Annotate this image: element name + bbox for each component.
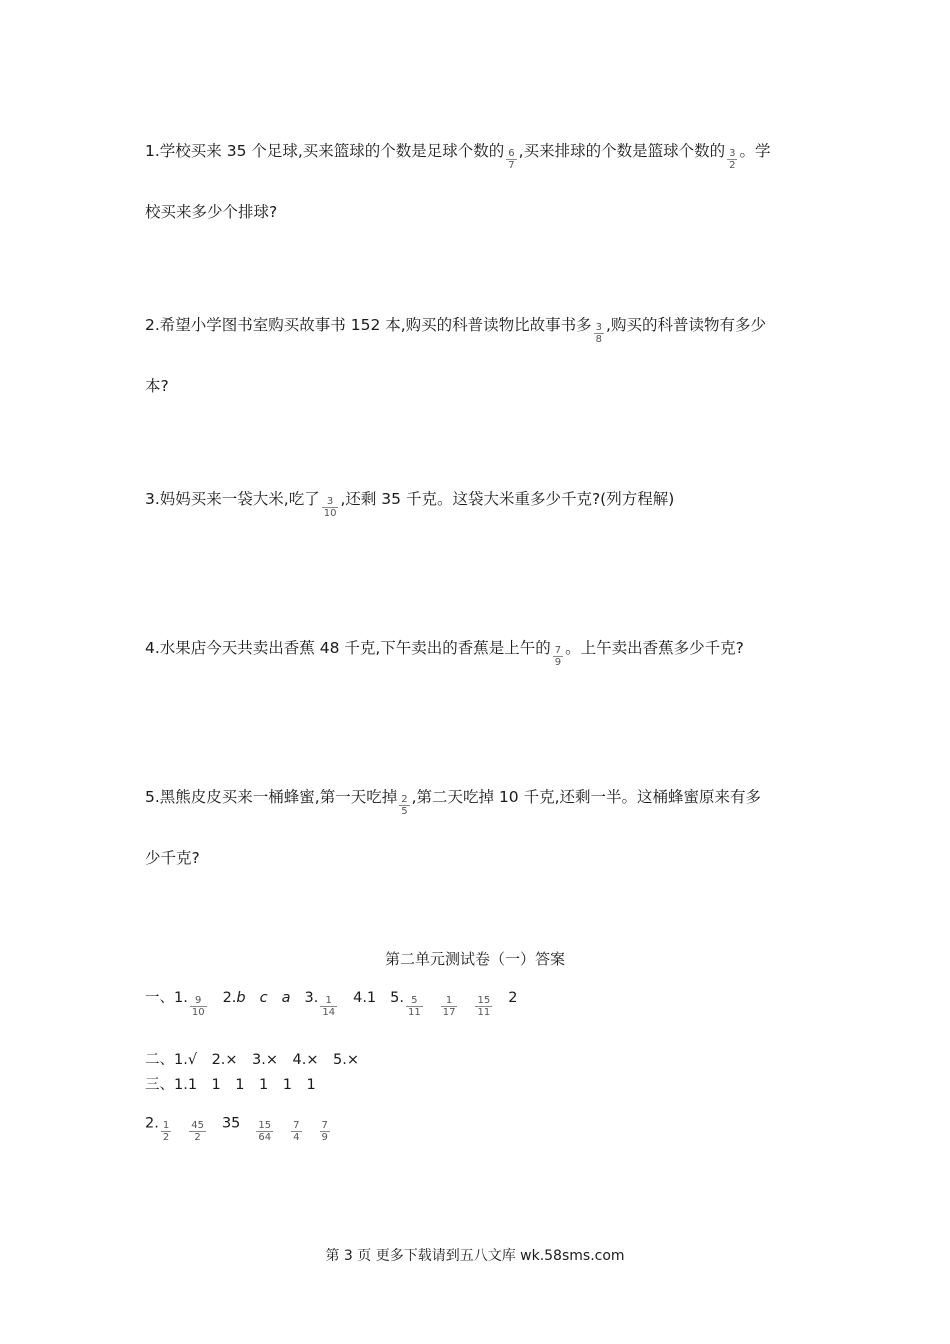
fraction: $\frac{3}{10}$ xyxy=(323,496,337,519)
question-1-text-a: 1.学校买来 35 个足球,买来篮球的个数是足球个数的 xyxy=(145,142,505,160)
answers-title: 第二单元测试卷（一）答案 xyxy=(384,950,565,968)
question-3-line-1 xyxy=(145,488,675,519)
fraction: $\frac{1}{2}$ xyxy=(162,1120,170,1143)
fraction: $\frac{7}{9}$ xyxy=(554,645,562,668)
question-2-text-a: 2.希望小学图书室购买故事书 152 本,购买的科普读物比故事书多 xyxy=(145,316,592,334)
answers-row-4-prefix: 2. xyxy=(145,1115,159,1132)
question-1-line-2: 校买来多少个排球? xyxy=(145,203,278,221)
fraction: $\frac{45}{2}$ xyxy=(191,1120,204,1143)
question-5-text-a: 5.黑熊皮皮买来一桶蜂蜜,第一天吃掉 xyxy=(145,788,398,806)
question-2-line-2: 本? xyxy=(145,377,169,395)
answers-row-4-mid: 35 xyxy=(221,1115,241,1132)
fraction: $\frac{15}{64}$ xyxy=(258,1120,272,1143)
fraction: $\frac{5}{11}$ xyxy=(408,994,421,1018)
answer-4: 4.1 xyxy=(353,990,377,1006)
answers-row-3: 三、1.1 1 1 1 1 1 xyxy=(145,1077,316,1093)
answer-2-prefix: 2. xyxy=(222,990,237,1006)
fraction: $\frac{7}{4}$ xyxy=(293,1120,300,1143)
fraction: $\frac{3}{2}$ xyxy=(729,148,736,171)
question-3-text-b: ,还剩 35 千克。这袋大米重多少千克?(列方程解) xyxy=(340,490,675,508)
answer-3-prefix: 3. xyxy=(304,990,319,1006)
question-4-line-1 xyxy=(145,637,744,668)
question-4-text-b: 。上午卖出香蕉多少千克? xyxy=(565,639,744,657)
question-2-text-b: ,购买的科普读物有多少 xyxy=(606,316,766,334)
answers-row-2: 二、1.√ 2.× 3.× 4.× 5.× xyxy=(145,1052,360,1068)
question-1-text-b: ,买来排球的个数是篮球个数的 xyxy=(518,142,726,160)
answer-2-c: c xyxy=(259,990,268,1006)
answers-row-4 xyxy=(145,1112,332,1143)
answer-2-a: a xyxy=(281,990,291,1006)
fraction: $\frac{6}{7}$ xyxy=(508,148,515,171)
fraction: $\frac{15}{11}$ xyxy=(477,994,491,1018)
question-2-line-1 xyxy=(145,314,766,345)
fraction: $\frac{1}{14}$ xyxy=(322,994,336,1018)
fraction: $\frac{3}{8}$ xyxy=(595,322,603,345)
question-4-text-a: 4.水果店今天共卖出香蕉 48 千克,下午卖出的香蕉是上午的 xyxy=(145,639,551,657)
question-1-text-c: 。学 xyxy=(739,142,771,160)
question-1-line-1 xyxy=(145,140,771,171)
question-3-text-a: 3.妈妈买来一袋大米,吃了 xyxy=(145,490,320,508)
question-5-line-2: 少千克? xyxy=(145,849,200,867)
fraction: $\frac{2}{5}$ xyxy=(401,794,408,817)
answer-5-last: 2 xyxy=(508,990,518,1006)
question-5-text-b: ,第二天吃掉 10 千克,还剩一半。这桶蜂蜜原来有多 xyxy=(411,788,762,806)
fraction: $\frac{1}{17}$ xyxy=(442,994,456,1018)
answers-row-1 xyxy=(145,986,518,1018)
question-5-line-1 xyxy=(145,786,762,817)
answer-2-b: b xyxy=(236,990,246,1006)
page-footer: 第 3 页 更多下载请到五八文库 wk.58sms.com xyxy=(325,1248,625,1264)
fraction: $\frac{9}{10}$ xyxy=(191,994,205,1018)
answers-row-1-prefix: 一、1. xyxy=(145,990,188,1006)
fraction: $\frac{7}{9}$ xyxy=(321,1120,328,1143)
answer-5-prefix: 5. xyxy=(390,990,404,1006)
